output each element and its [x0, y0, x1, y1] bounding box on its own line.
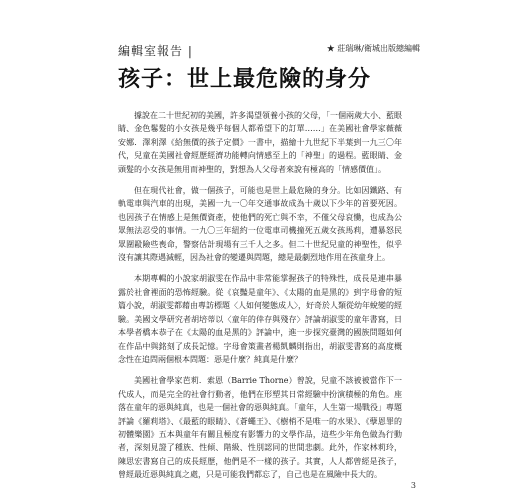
article-body	[118, 109, 402, 490]
section-label: 編輯室報告 |	[118, 44, 193, 58]
article-title: 孩子：世上最危險的身分	[118, 66, 372, 92]
paragraph: 美國社會學家芭莉．索恩（Barrie Thorne）曾說，兒童不該被被當作下一代成人，而是完全的社會行動者，他們在形塑其日常經驗中扮演積極的角色。座落在童年的惡與純真，也是一個社會的惡與純真。「童年，人生第一場戰役」專題評論《羅莉塔》、《最藍的眼睛》、《蒼蠅王》、《樹梢不是唯一的水果》、《孽恩罪的初體樂園》五本與童年有關且極度有影響力的文學作品，這些少年角色做為行動者，深刻見證了種族、性傾、階級、性別認同的世間悲劇。此外，作家林莉玲，陳思宏書寫自己的成長經歷，他們是不一樣的孩子。其實，人人都曾經是孩子，曾經最近惡與純真之處，只是可能我們都忘了，自己也是在風險中長大的。	[118, 376, 402, 480]
paragraph: 據說在二十世紀初的美國，許多渴望領養小孩的父母，「一個兩歲大小、藍眼睛、金色鬈髮的小女孩是幾乎每個人都希望下的訂單……」在美國社會學家薇薇安娜．澤利澤《給無價的孩子定價》一書中，描繪十九世紀下半葉到一九三〇年代，兒童在美國社會經歷經濟功能轉向情感至上的「神聖」的過程。藍眼睛、金頭髮的小女孩是無用而神聖的，對想為人父母者來說有極高的「情感價值」。	[118, 111, 402, 174]
paragraph: 但在現代社會，做一個孩子，可能也是世上最危險的身分。比如因鐵路、有軌電車與汽車的出現，美國一九一〇年交通事故成為十歲以下少年的首要死因。也因孩子在情感上是無價資產，使他們的死亡與不幸，不僅父母哀慟，也成為公眾無法忍受的事情。一九〇三年紐約一位電車司機撞死五歲女孩馬莉，遭暴怒民眾圍毆險些喪命，警察估計現場有三千人之多。但二十世紀兒童的神聖性，似乎沒有讓其際遇減輕，因為社會的變遷與問題，總是最劇烈地作用在孩童身上。	[118, 186, 402, 263]
paragraph: 本期專輯的小說家胡淑雯在作品中非常能掌握孩子的特殊性，成長是連串暴露於社會裡面的恐怖經驗。從《哀豔是童年》、《太陽的血是黑的》到字母會的短篇小說，胡淑雯都藉由專訪標題〈人如何變態成人〉，好奇於人類從幼年蛻變的經驗。美國文學研究者胡培蒂以〈童年的倖存與殘存〉評論胡淑雯的童年書寫，日本學者橋本恭子在《太陽的血是黑的》評論中，進一步探究臺灣的國族問題如何在作品中與銘刻了成長記憶。字母會策畫者楊凱麟則指出，胡淑雯書寫的高度概念性在追問兩個根本問題：惡是什麼？純真是什麼？	[118, 274, 402, 364]
page-number: 3	[410, 481, 416, 490]
editor-credit: ★ 莊瑞琳/衛城出版總編輯	[326, 44, 420, 53]
